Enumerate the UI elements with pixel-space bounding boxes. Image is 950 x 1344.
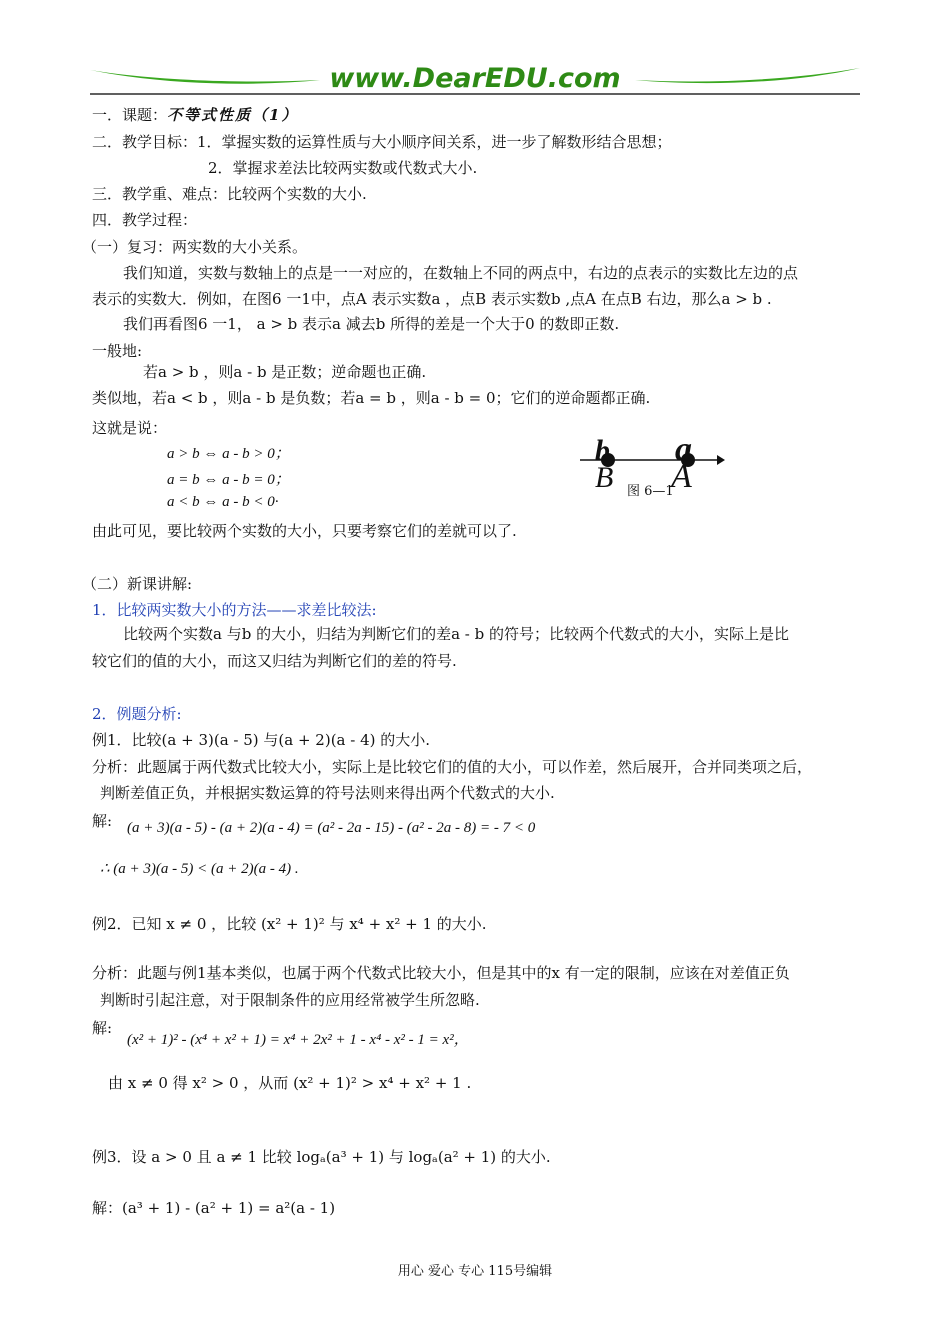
example-3: 例3．设 a > 0 且 a ≠ 1 比较 logₐ(a³ + 1) 与 logₐ(a² + 1) 的大小. <box>92 1148 551 1166</box>
method-line-2: 较它们的值的大小，而这又归结为判断它们的差的符号. <box>92 652 457 670</box>
that-is-label: 这就是说： <box>92 419 168 437</box>
solution-3: 解：(a³ + 1) - (a² + 1) = a²(a - 1) <box>92 1199 336 1217</box>
example-1: 例1．比较(a + 3)(a - 5) 与(a + 2)(a - 4) 的大小. <box>92 731 431 749</box>
statement-similar: 类似地，若a < b ，则a - b 是负数；若a = b ，则a - b = 0；它们的逆命题都正确. <box>92 389 651 407</box>
solution-2-label: 解: <box>92 1019 113 1037</box>
equivalence-3: a < b ⇔ a - b < 0· <box>167 494 279 510</box>
new-lesson-heading: （二）新课讲解: <box>82 575 193 593</box>
statement-positive: 若a > b ，则a - b 是正数；逆命题也正确. <box>143 363 427 381</box>
logo-text: www.DearEDU.com <box>329 63 621 94</box>
equivalence-1: a > b ⇔ a - b > 0； <box>167 446 290 462</box>
example-2: 例2．已知 x ≠ 0 ，比较 (x² + 1)² 与 x⁴ + x² + 1 的大小. <box>92 915 487 933</box>
key-points: 三．教学重、难点：比较两个实数的大小. <box>92 185 367 203</box>
solution-1-conclusion: ∴ (a + 3)(a - 5) < (a + 2)(a - 4) . <box>100 861 299 877</box>
solution-2-equation: (x² + 1)² - (x⁴ + x² + 1) = x⁴ + 2x² + 1 - x⁴ - x² - 1 = x²， <box>127 1032 469 1048</box>
lesson-topic-prefix: 一．课题： <box>92 106 168 124</box>
left-swoosh <box>90 70 320 84</box>
analysis-1-line-2: 判断差值正负，并根据实数运算的符号法则来得出两个代数式的大小. <box>100 784 555 802</box>
lesson-topic-line <box>92 104 298 125</box>
analysis-2-line-1: 分析：此题与例1基本类似，也属于两个代数式比较大小，但是其中的x 有一定的限制，应该在对差值正负 <box>92 964 790 982</box>
method-line-1: 比较两个实数a 与b 的大小，归结为判断它们的差a - b 的符号；比较两个代数式的大小，实际上是比 <box>123 625 790 643</box>
analysis-1-line-1: 分析：此题属于两代数式比较大小，实际上是比较它们的值的大小，可以作差，然后展开，合并同类项之后， <box>92 758 813 776</box>
example-analysis-heading: 2．例题分析: <box>92 705 182 723</box>
analysis-2-line-2: 判断时引起注意，对于限制条件的应用经常被学生所忽略. <box>100 991 480 1009</box>
paragraph-line-1: 我们知道，实数与数轴上的点是一一对应的，在数轴上不同的两点中，右边的点表示的实数比左边的点 <box>123 264 799 282</box>
lesson-title: 不等式性质（1） <box>167 106 299 124</box>
review-heading: （一）复习：两实数的大小关系。 <box>82 238 308 256</box>
method-heading: 1．比较两实数大小的方法——求差比较法: <box>92 601 377 619</box>
generally-label: 一般地: <box>92 342 143 360</box>
solution-1-equation: (a + 3)(a - 5) - (a + 2)(a - 4) = (a² - 2a - 15) - (a² - 2a - 8) = - 7 < 0 <box>127 820 536 836</box>
label-b: b <box>595 434 610 467</box>
teaching-goal-1: 二．教学目标：1．掌握实数的运算性质与大小顺序间关系，进一步了解数形结合思想； <box>92 133 672 151</box>
process-heading: 四．教学过程： <box>92 211 198 229</box>
label-B: B <box>595 461 614 494</box>
label-A: A <box>671 458 692 495</box>
axis-arrow-icon <box>717 455 725 465</box>
header-logo <box>90 58 860 98</box>
equivalence-2: a = b ⇔ a - b = 0； <box>167 472 290 488</box>
paragraph-line-3: 我们再看图6 一1， a > b 表示a 减去b 所得的差是一个大于0 的数即正数. <box>123 315 620 333</box>
solution-2-conclusion: 由 x ≠ 0 得 x² > 0 ，从而 (x² + 1)² > x⁴ + x² + 1 . <box>108 1074 472 1092</box>
number-line-figure <box>575 430 735 505</box>
figure-caption: 图 6—1 <box>627 484 674 499</box>
solution-1-label: 解: <box>92 812 113 830</box>
label-a: a <box>675 431 692 468</box>
right-swoosh <box>635 68 860 83</box>
conclusion-line: 由此可见，要比较两个实数的大小，只要考察它们的差就可以了. <box>92 522 517 540</box>
paragraph-line-2: 表示的实数大．例如，在图6 一1中，点A 表示实数a ，点B 表示实数b ,点A 在点B 右边，那么a > b . <box>92 290 772 308</box>
teaching-goal-2: 2．掌握求差法比较两实数或代数式大小. <box>208 159 478 177</box>
footer-text: 用心 爱心 专心 115号编辑 <box>397 1264 553 1279</box>
